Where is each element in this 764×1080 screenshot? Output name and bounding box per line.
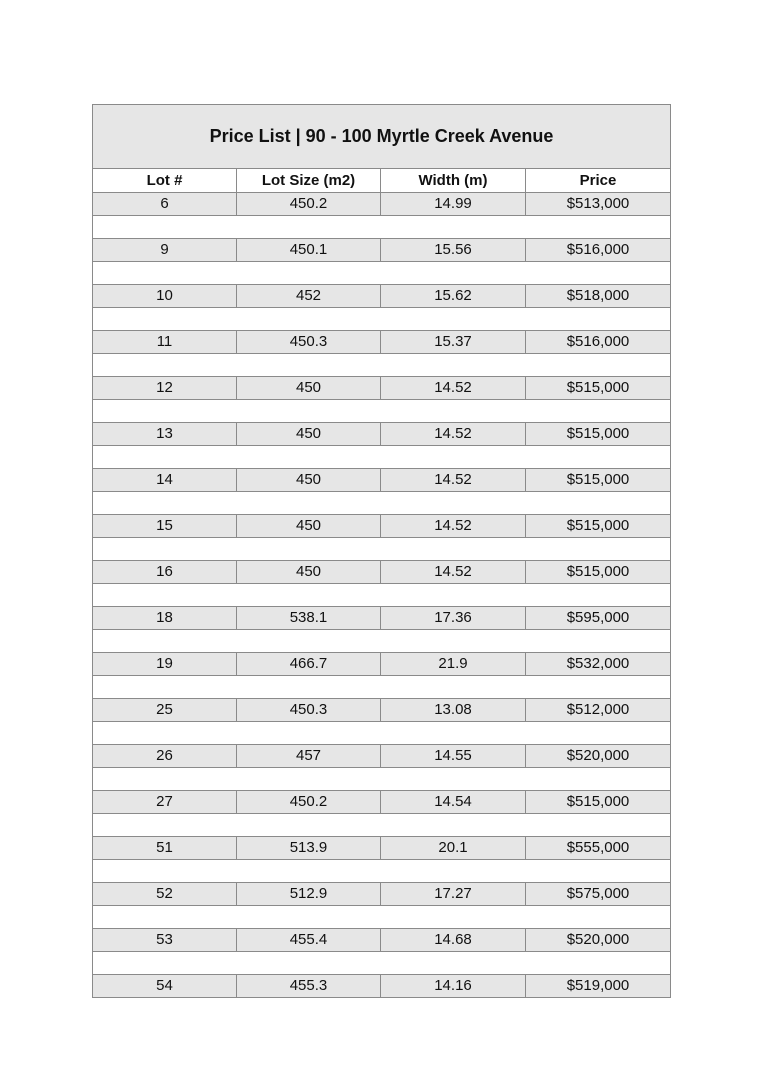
lot-number-cell: 15 [93, 515, 237, 538]
lot-number-cell: 52 [93, 883, 237, 906]
lot-number-cell: 12 [93, 377, 237, 400]
blank-row [93, 446, 670, 469]
price-cell: $555,000 [526, 837, 670, 860]
lot-number-cell: 54 [93, 975, 237, 997]
lot-size-cell: 450 [237, 377, 381, 400]
blank-row [93, 400, 670, 423]
lot-size-cell: 450.1 [237, 239, 381, 262]
width-cell: 14.52 [381, 469, 526, 492]
lot-size-cell: 466.7 [237, 653, 381, 676]
price-cell: $532,000 [526, 653, 670, 676]
lot-number-cell: 25 [93, 699, 237, 722]
lot-number-cell: 51 [93, 837, 237, 860]
lot-size-cell: 450 [237, 515, 381, 538]
blank-row [93, 262, 670, 285]
price-cell: $515,000 [526, 423, 670, 446]
width-cell: 14.52 [381, 515, 526, 538]
column-header-width: Width (m) [381, 169, 526, 193]
lot-size-cell: 452 [237, 285, 381, 308]
price-cell: $520,000 [526, 929, 670, 952]
lot-number-cell: 6 [93, 193, 237, 216]
width-cell: 14.16 [381, 975, 526, 997]
width-cell: 17.36 [381, 607, 526, 630]
price-cell: $515,000 [526, 561, 670, 584]
blank-row [93, 952, 670, 975]
table-title: Price List | 90 - 100 Myrtle Creek Avenue [93, 105, 670, 169]
lot-size-cell: 512.9 [237, 883, 381, 906]
blank-row [93, 860, 670, 883]
width-cell: 15.37 [381, 331, 526, 354]
lot-number-cell: 26 [93, 745, 237, 768]
width-cell: 15.56 [381, 239, 526, 262]
blank-row [93, 768, 670, 791]
lot-size-cell: 450.2 [237, 193, 381, 216]
price-cell: $512,000 [526, 699, 670, 722]
width-cell: 14.55 [381, 745, 526, 768]
lot-number-cell: 9 [93, 239, 237, 262]
lot-number-cell: 27 [93, 791, 237, 814]
lot-size-cell: 513.9 [237, 837, 381, 860]
lot-number-cell: 14 [93, 469, 237, 492]
lot-size-cell: 450.3 [237, 331, 381, 354]
price-cell: $595,000 [526, 607, 670, 630]
price-cell: $519,000 [526, 975, 670, 997]
width-cell: 14.52 [381, 423, 526, 446]
column-header-lot-size: Lot Size (m2) [237, 169, 381, 193]
price-cell: $520,000 [526, 745, 670, 768]
lot-size-cell: 450.2 [237, 791, 381, 814]
blank-row [93, 814, 670, 837]
width-cell: 14.52 [381, 377, 526, 400]
price-cell: $515,000 [526, 377, 670, 400]
lot-size-cell: 455.4 [237, 929, 381, 952]
width-cell: 21.9 [381, 653, 526, 676]
price-cell: $516,000 [526, 331, 670, 354]
price-cell: $513,000 [526, 193, 670, 216]
width-cell: 14.54 [381, 791, 526, 814]
blank-row [93, 676, 670, 699]
lot-number-cell: 13 [93, 423, 237, 446]
price-cell: $515,000 [526, 791, 670, 814]
lot-number-cell: 16 [93, 561, 237, 584]
lot-number-cell: 10 [93, 285, 237, 308]
blank-row [93, 722, 670, 745]
table-grid [93, 169, 670, 997]
column-header-lot: Lot # [93, 169, 237, 193]
blank-row [93, 308, 670, 331]
lot-number-cell: 53 [93, 929, 237, 952]
column-header-price: Price [526, 169, 670, 193]
price-cell: $518,000 [526, 285, 670, 308]
blank-row [93, 538, 670, 561]
price-list-table [92, 104, 671, 998]
price-cell: $515,000 [526, 469, 670, 492]
blank-row [93, 354, 670, 377]
width-cell: 17.27 [381, 883, 526, 906]
blank-row [93, 584, 670, 607]
price-cell: $575,000 [526, 883, 670, 906]
price-cell: $516,000 [526, 239, 670, 262]
price-cell: $515,000 [526, 515, 670, 538]
width-cell: 14.68 [381, 929, 526, 952]
lot-number-cell: 18 [93, 607, 237, 630]
lot-number-cell: 19 [93, 653, 237, 676]
blank-row [93, 216, 670, 239]
lot-size-cell: 450.3 [237, 699, 381, 722]
lot-size-cell: 450 [237, 469, 381, 492]
lot-number-cell: 11 [93, 331, 237, 354]
lot-size-cell: 450 [237, 561, 381, 584]
lot-size-cell: 455.3 [237, 975, 381, 997]
width-cell: 14.52 [381, 561, 526, 584]
lot-size-cell: 538.1 [237, 607, 381, 630]
width-cell: 14.99 [381, 193, 526, 216]
lot-size-cell: 457 [237, 745, 381, 768]
blank-row [93, 906, 670, 929]
blank-row [93, 492, 670, 515]
width-cell: 15.62 [381, 285, 526, 308]
blank-row [93, 630, 670, 653]
width-cell: 13.08 [381, 699, 526, 722]
width-cell: 20.1 [381, 837, 526, 860]
lot-size-cell: 450 [237, 423, 381, 446]
